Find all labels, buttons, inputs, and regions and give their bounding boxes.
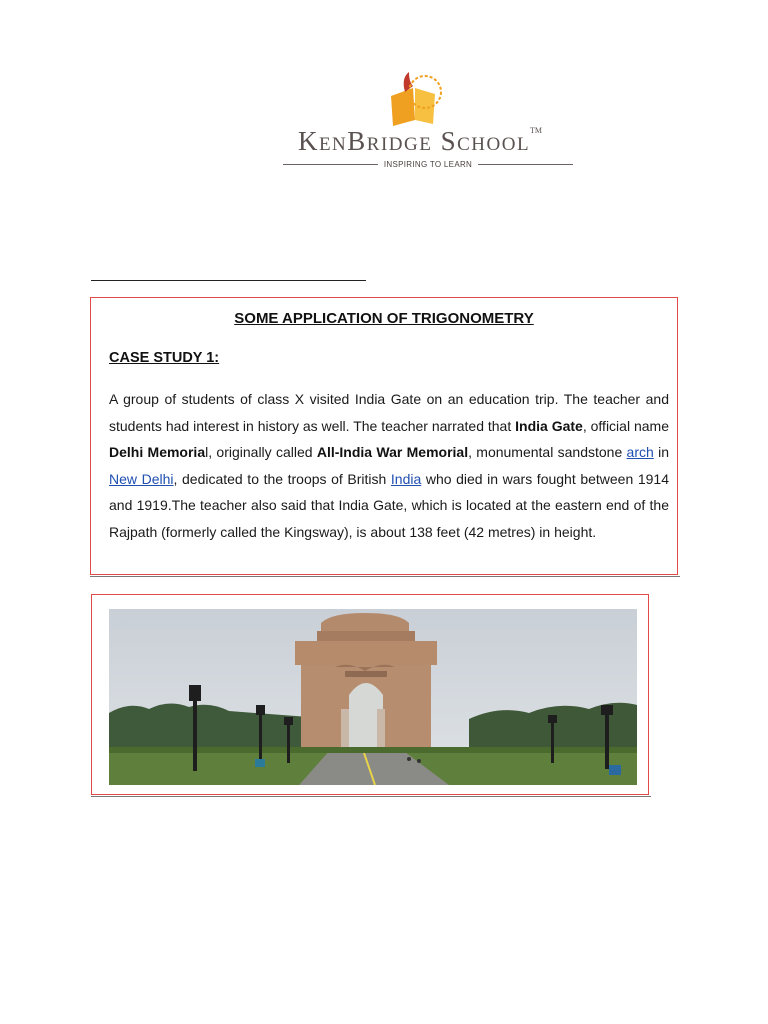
arch-link[interactable]: arch: [626, 444, 654, 460]
divider: [478, 164, 573, 165]
divider: [90, 576, 680, 577]
india-link[interactable]: India: [390, 470, 422, 487]
case-study-paragraph: A group of students of class X visited India Gate on an education trip. The teacher and students had interest in history as well. The teacher narrated that India Gate, official name Delhi Memorial, originally called All-India War Memorial, monumental sandstone arch in New Delhi, dedicated to the troops of British India who died in wars fought between 1914 and 1919.The teacher also said that India Gate, which is located at the eastern end of the Rajpath (formerly called the Kingsway), is about 138 feet (42 metres) in height.: [109, 391, 669, 540]
case-study-box: [90, 297, 678, 575]
page-title: SOME APPLICATION OF TRIGONOMETRY: [234, 310, 534, 327]
divider: [91, 796, 651, 797]
case-study-heading: CASE STUDY 1:: [109, 350, 220, 366]
new-delhi-link[interactable]: New Delhi: [109, 470, 174, 487]
divider: [283, 164, 378, 165]
school-logo: [265, 70, 575, 170]
logo-tagline: INSPIRING TO LEARN: [383, 159, 473, 169]
logo-wordmark: KenBridge School™: [297, 126, 543, 156]
book-flame-logo-icon: [383, 70, 453, 128]
logo-tagline-row: [283, 158, 573, 170]
separator-line: [91, 280, 366, 281]
photo-box: [91, 594, 649, 795]
india-gate-photo: [109, 609, 637, 785]
